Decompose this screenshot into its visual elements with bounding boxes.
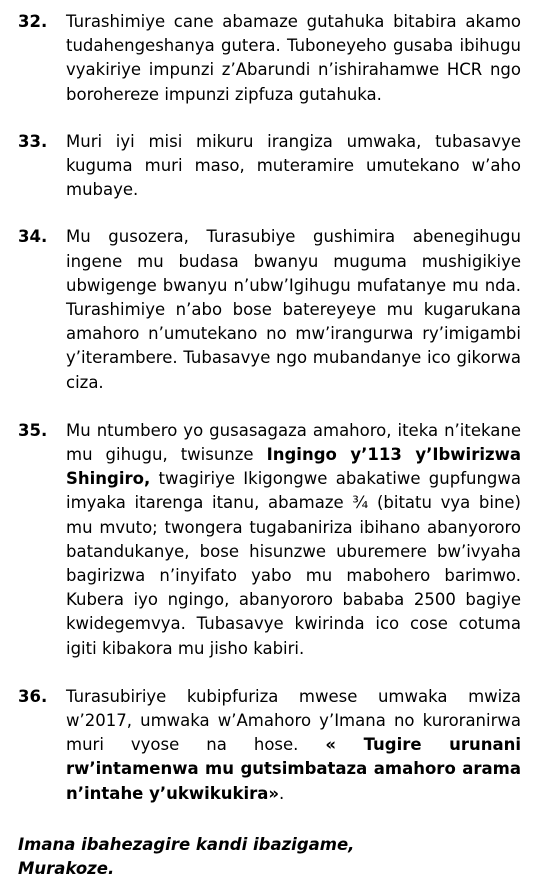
paragraph-number: 32. bbox=[18, 12, 48, 31]
paragraph-bold-reference: Ingingo y’113 y’Ibwirizwa Shingiro, bbox=[66, 445, 521, 489]
closing-thanks: Murakoze. bbox=[18, 859, 115, 879]
paragraph-35 bbox=[18, 419, 521, 661]
paragraph-32 bbox=[18, 10, 521, 107]
closing-blessing: Imana ibahezagire kandi ibazigame, bbox=[18, 834, 355, 854]
paragraph-text-part: twagiriye Ikigongwe abakatiwe gupfungwa imyaka itarenga itanu, abamaze ¾ (bitatu vya bine) mu mvuto; twongera tugabaniriza ibihano abanyororo batandukanye, bose hisunzwe uburemere bw’ivyaha bagirizwa n’inyifato yabo mu mabohero barimwo. Kubera iyo ngingo, abanyororo bababa 2500 bagiye kwidegemvya. Tubasavye kwirinda ico cose cotuma igiti kibakora mu jisho kabiri. bbox=[66, 469, 521, 658]
paragraph-text-part: . bbox=[279, 783, 285, 803]
paragraph-number: 33. bbox=[18, 131, 48, 151]
document-page bbox=[18, 10, 521, 881]
paragraph-34 bbox=[18, 225, 521, 394]
paragraph-33 bbox=[18, 130, 521, 203]
paragraph-text: Muri iyi misi mikuru irangiza umwaka, tubasavye kuguma muri maso, muteramire umutekano w’aho mubaye. bbox=[66, 131, 521, 200]
paragraph-bold-slogan: « Tugire urunani rw’intamenwa mu gutsimbataza amahoro arama n’intahe y’ukwikukira» bbox=[66, 735, 521, 803]
closing-block bbox=[18, 833, 521, 881]
paragraph-number: 35. bbox=[18, 420, 48, 440]
paragraph-text-part: Turasubiriye kubipfuriza mwese umwaka mwiza w’2017, umwaka w’Amahoro y’Imana no kuroranirwa muri vyose na hose. bbox=[66, 686, 521, 755]
paragraph-number: 36. bbox=[18, 686, 48, 706]
paragraph-36 bbox=[18, 685, 521, 806]
paragraph-text bbox=[66, 419, 521, 661]
paragraph-number: 34. bbox=[18, 227, 48, 247]
paragraph-text bbox=[66, 685, 521, 806]
paragraph-text: Mu gusozera, Turasubiye gushimira abenegihugu ingene mu budasa bwanyu muguma mushigikiye ubwigenge bwanyu n’ubw’Igihugu mufatanye mu nda. Turashimiye n’abo bose batereyeye mu kugarukana amahoro n’umutekano no mw’irangurwa ry’imigambi y’iterambere. Tubasavye ngo mubandanye ico gikorwa ciza. bbox=[66, 227, 521, 392]
paragraph-text: Turashimiye cane abamaze gutahuka bitabira akamo tudahengeshanya gutera. Tuboneyeho gusaba ibihugu vyakiriye impunzi z’Abarundi n’ishirahamwe HCR ngo borohereze impunzi zipfuza gutahuka. bbox=[66, 12, 521, 104]
paragraph-text-part: Mu ntumbero yo gusasagaza amahoro, iteka n’itekane mu gihugu, twisunze bbox=[66, 420, 521, 465]
